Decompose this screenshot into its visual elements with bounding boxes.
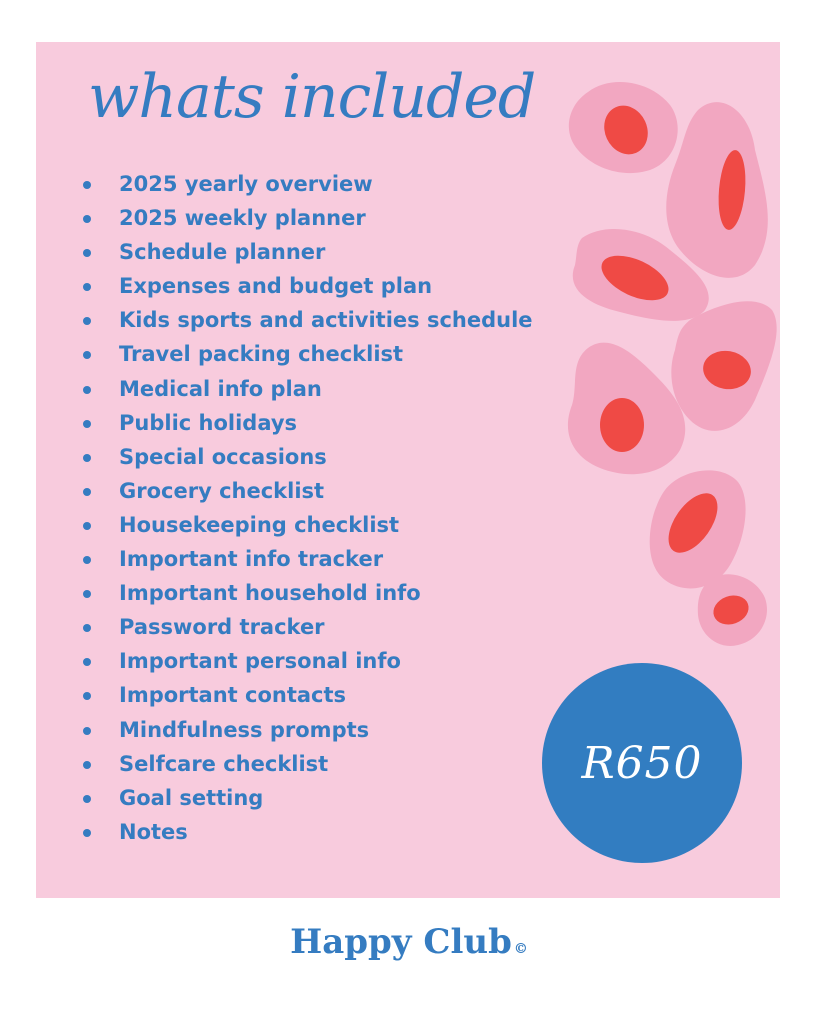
bullet-icon	[83, 386, 91, 394]
brand-logo	[0, 922, 818, 962]
list-item	[80, 713, 533, 747]
bullet-icon	[83, 658, 91, 666]
list-item	[80, 781, 533, 815]
list-item	[80, 303, 533, 337]
list-item	[80, 576, 533, 610]
list-item	[80, 440, 533, 474]
list-item-label: Important personal info	[119, 649, 401, 674]
brand-name: Happy Club	[290, 922, 512, 962]
list-item-label: Special occasions	[119, 444, 327, 469]
bullet-icon	[83, 556, 91, 564]
list-item	[80, 815, 533, 849]
list-item-label: Travel packing checklist	[119, 342, 404, 367]
bullet-icon	[83, 283, 91, 291]
page-title: whats included	[88, 62, 536, 132]
bullet-icon	[83, 454, 91, 462]
price-badge	[542, 663, 742, 863]
list-item	[80, 269, 533, 303]
bullet-icon	[83, 692, 91, 700]
bullet-icon	[83, 761, 91, 769]
list-item-label: Goal setting	[119, 785, 264, 810]
bullet-icon	[83, 488, 91, 496]
list-item	[80, 406, 533, 440]
list-item-label: Grocery checklist	[119, 478, 325, 503]
list-item	[80, 747, 533, 781]
list-item-label: Housekeeping checklist	[119, 512, 400, 537]
bullet-icon	[83, 181, 91, 189]
list-item	[80, 167, 533, 201]
bullet-icon	[83, 317, 91, 325]
list-item-label: 2025 yearly overview	[119, 172, 373, 196]
list-item	[80, 372, 533, 406]
list-item	[80, 644, 533, 678]
list-item-label: Mindfulness prompts	[119, 717, 370, 742]
list-item	[80, 678, 533, 712]
list-item-label: 2025 weekly planner	[119, 206, 366, 231]
list-item-label: Public holidays	[119, 410, 298, 435]
bullet-icon	[83, 215, 91, 223]
bullet-icon	[83, 351, 91, 359]
list-item-label: Important info tracker	[119, 547, 384, 572]
list-item-label: Selfcare checklist	[119, 751, 329, 776]
list-item-label: Notes	[119, 819, 188, 844]
copyright-mark: ©	[513, 941, 528, 957]
bullet-icon	[83, 420, 91, 428]
bullet-icon	[83, 829, 91, 837]
bullet-icon	[83, 590, 91, 598]
list-item-label: Important contacts	[119, 683, 347, 708]
blob-decoration-icon	[540, 70, 780, 660]
list-item-label: Important household info	[119, 581, 421, 606]
list-item	[80, 508, 533, 542]
list-item-label: Medical info plan	[119, 376, 322, 401]
bullet-icon	[83, 624, 91, 632]
included-items-list	[80, 167, 533, 849]
bullet-icon	[83, 522, 91, 530]
bullet-icon	[83, 727, 91, 735]
list-item-label: Schedule planner	[119, 240, 326, 265]
list-item	[80, 610, 533, 644]
list-item	[80, 337, 533, 371]
list-item-label: Expenses and budget plan	[119, 274, 433, 299]
list-item-label: Password tracker	[119, 615, 325, 640]
price-label: R650	[581, 737, 703, 789]
list-item-label: Kids sports and activities schedule	[119, 308, 533, 333]
list-item	[80, 235, 533, 269]
list-item	[80, 201, 533, 235]
bullet-icon	[83, 249, 91, 257]
bullet-icon	[83, 795, 91, 803]
list-item	[80, 542, 533, 576]
list-item	[80, 474, 533, 508]
